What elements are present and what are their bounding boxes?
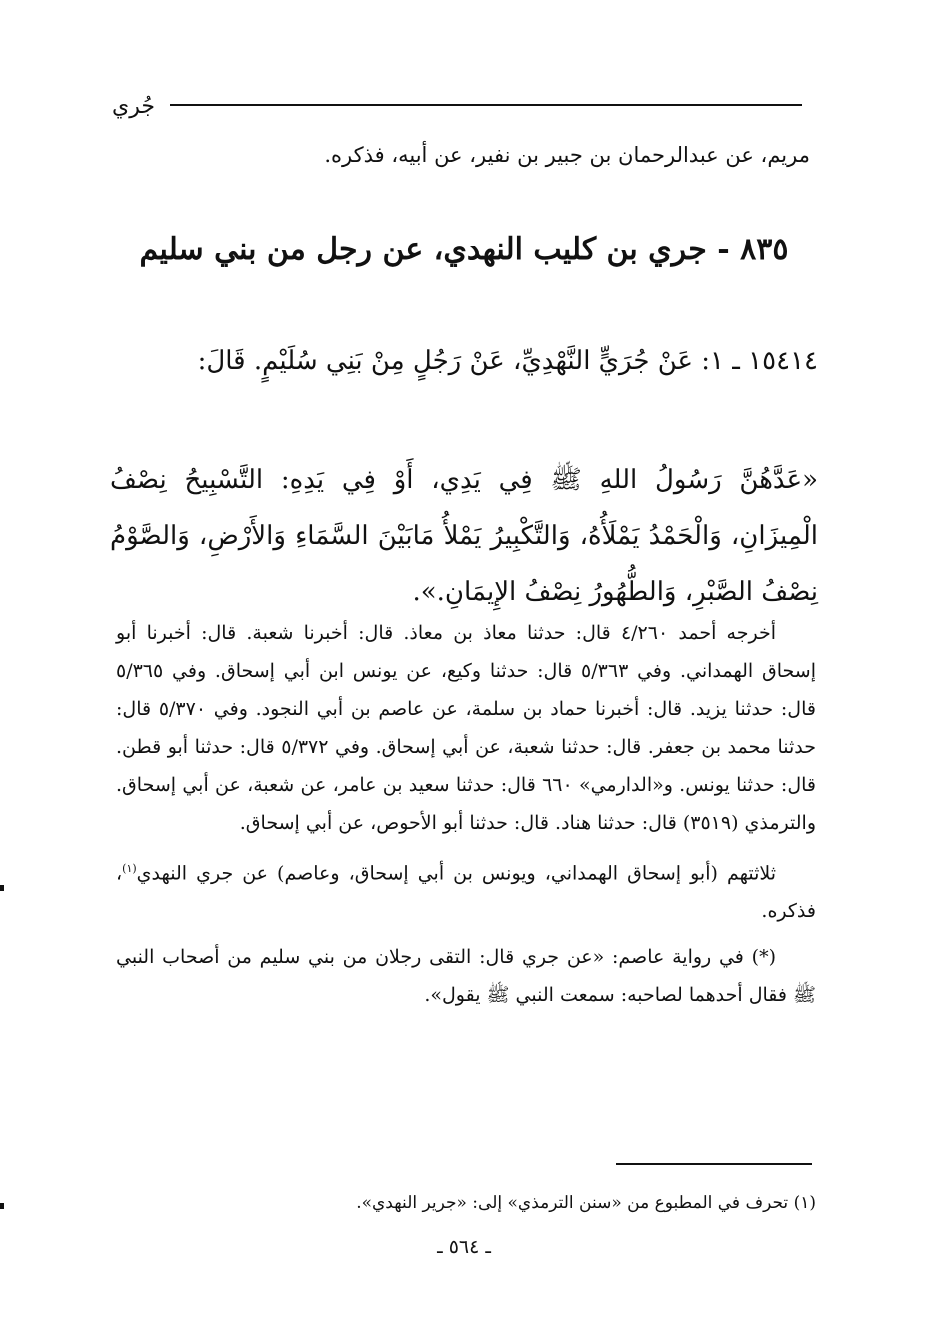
footnote-ref[interactable]: (١): [122, 862, 137, 875]
footnote-rule: [616, 1163, 812, 1165]
paragraph-2-end: ، فذكره.: [116, 862, 816, 923]
commentary-paragraph-3: (*) في رواية عاصم: «عن جري قال: التقى رجلان من بني سليم من أصحاب النبي ﷺ فقال أحدهما لصاحبه: سمعت النبي ﷺ يقول».: [116, 946, 816, 1007]
running-head: جُري: [112, 94, 155, 119]
continuation-line: مريم، عن عبدالرحمان بن جبير بن نفير، عن أبيه، فذكره.: [324, 143, 810, 167]
margin-mark: [0, 885, 4, 891]
footnote: (١) تحرف في المطبوع من «سنن الترمذي» إلى: «جرير النهدي».: [356, 1193, 816, 1213]
section-title: ٨٣٥ - جري بن كليب النهدي، عن رجل من بني سليم: [139, 232, 789, 267]
hadith-body: «عَدَّهُنَّ رَسُولُ اللهِ ﷺ فِي يَدِي، أَوْ فِي يَدِهِ: التَّسْبِيحُ نِصْفُ الْمِيزَانِ، وَالْحَمْدُ يَمْلَأُهُ، وَالتَّكْبِيرُ يَمْلأُ مَابَيْنَ السَّمَاءِ وَالأَرْضِ، وَالصَّوْمُ نِصْفُ الصَّبْرِ، وَالطُّهُورُ نِصْفُ الإِيمَانِ.».: [110, 465, 818, 607]
page-number: ـ ٥٦٤ ـ: [437, 1236, 491, 1258]
margin-mark: [0, 1203, 4, 1209]
commentary: [116, 614, 816, 1022]
paragraph-2-text: ثلاثتهم (أبو إسحاق الهمداني، ويونس بن أبي إسحاق، وعاصم) عن جري النهدي: [136, 862, 776, 885]
commentary-paragraph-1: أخرجه أحمد ٤/٢٦٠ قال: حدثنا معاذ بن معاذ. قال: أخبرنا شعبة. قال: أخبرنا أبو إسحاق الهمداني. وفي ٥/٣٦٣ قال: حدثنا وكيع، عن يونس ابن أبي إسحاق. وفي ٥/٣٦٥ قال: حدثنا يزيد. قال: أخبرنا حماد بن سلمة، عن عاصم بن أبي النجود. وفي ٥/٣٧٠ قال: حدثنا محمد بن جعفر. قال: حدثنا شعبة، عن أبي إسحاق. وفي ٥/٣٧٢ قال: حدثنا أبو قطن. قال: حدثنا يونس. و«الدارمي» ٦٦٠ قال: حدثنا سعيد بن عامر، عن شعبة، عن أبي إسحاق. والترمذي (٣٥١٩) قال: حدثنا هناد. قال: حدثنا أبو الأحوص، عن أبي إسحاق.: [116, 622, 817, 834]
commentary-paragraph-2: [116, 850, 816, 930]
hadith-head-line: ١٥٤١٤ ـ ١: عَنْ جُرَيٍّ النَّهْدِيِّ، عَنْ رَجُلٍ مِنْ بَنِي سُلَيْمٍ. قَالَ:: [197, 346, 818, 376]
header-rule: [170, 104, 802, 106]
